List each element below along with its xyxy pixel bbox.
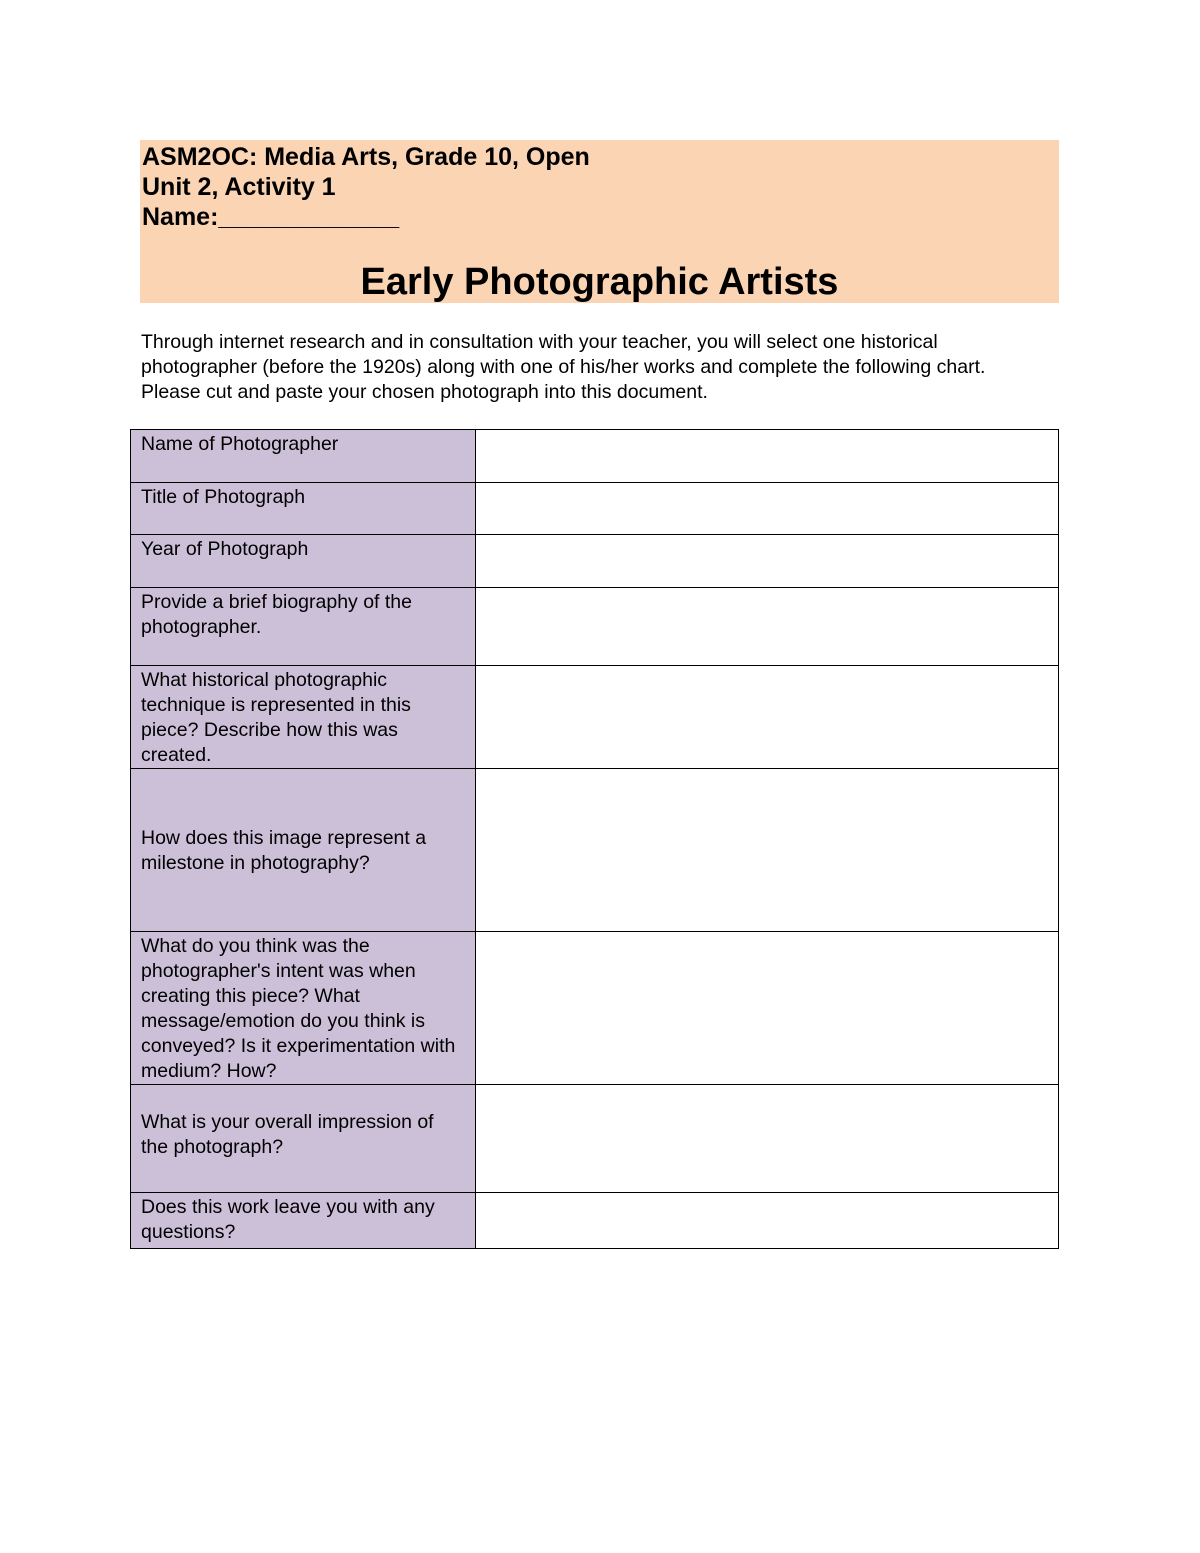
table-row: [131, 535, 1059, 588]
answer-cell-impression[interactable]: [476, 1085, 1059, 1193]
table-row: [131, 769, 1059, 932]
answer-cell-photograph-title[interactable]: [476, 483, 1059, 535]
instructions-paragraph: Through internet research and in consultation with your teacher, you will select one historical photographer (before the 1920s) along with one of his/her works and complete the following chart. Please cut and paste your chosen photograph into this document.: [141, 331, 986, 403]
research-chart: [130, 429, 1059, 1249]
row-label: Provide a brief biography of the photographer.: [141, 591, 413, 638]
table-row: [131, 666, 1059, 769]
name-field[interactable]: Name:_____________: [142, 203, 400, 231]
table-row: [131, 1085, 1059, 1193]
row-label-cell: [131, 932, 476, 1085]
row-label-cell: [131, 666, 476, 769]
row-label-cell: [131, 769, 476, 932]
row-label: Does this work leave you with any questions?: [141, 1196, 435, 1243]
row-label: What is your overall impression of the photograph?: [141, 1110, 434, 1158]
page-title: Early Photographic Artists: [360, 261, 839, 303]
header-box: [140, 140, 1059, 303]
answer-cell-intent[interactable]: [476, 932, 1059, 1085]
row-label-cell: [131, 1085, 476, 1193]
table-row: [131, 483, 1059, 535]
answer-cell-milestone[interactable]: [476, 769, 1059, 932]
row-label: What historical photographic technique is represented in this piece? Describe how this was created.: [141, 669, 411, 766]
answer-cell-biography[interactable]: [476, 588, 1059, 666]
row-label-cell: [131, 588, 476, 666]
table-row: [131, 430, 1059, 483]
table-row: [131, 932, 1059, 1085]
row-label-cell: [131, 535, 476, 588]
row-label: Name of Photographer: [141, 433, 339, 455]
table-row: [131, 1193, 1059, 1249]
row-label-cell: [131, 483, 476, 535]
answer-cell-technique[interactable]: [476, 666, 1059, 769]
row-label: Year of Photograph: [141, 538, 309, 560]
row-label-cell: [131, 430, 476, 483]
table-row: [131, 588, 1059, 666]
course-title: ASM2OC: Media Arts, Grade 10, Open: [142, 143, 590, 171]
row-label: What do you think was the photographer's intent was when creating this piece? What message/emotion do you think is conveyed? Is it experimentation with medium? How?: [141, 935, 456, 1082]
row-label: Title of Photograph: [141, 486, 306, 508]
answer-cell-photographer-name[interactable]: [476, 430, 1059, 483]
answer-cell-photograph-year[interactable]: [476, 535, 1059, 588]
row-label-cell: [131, 1193, 476, 1249]
answer-cell-questions[interactable]: [476, 1193, 1059, 1249]
unit-activity: Unit 2, Activity 1: [142, 173, 336, 201]
row-label: How does this image represent a milestone in photography?: [141, 827, 427, 874]
